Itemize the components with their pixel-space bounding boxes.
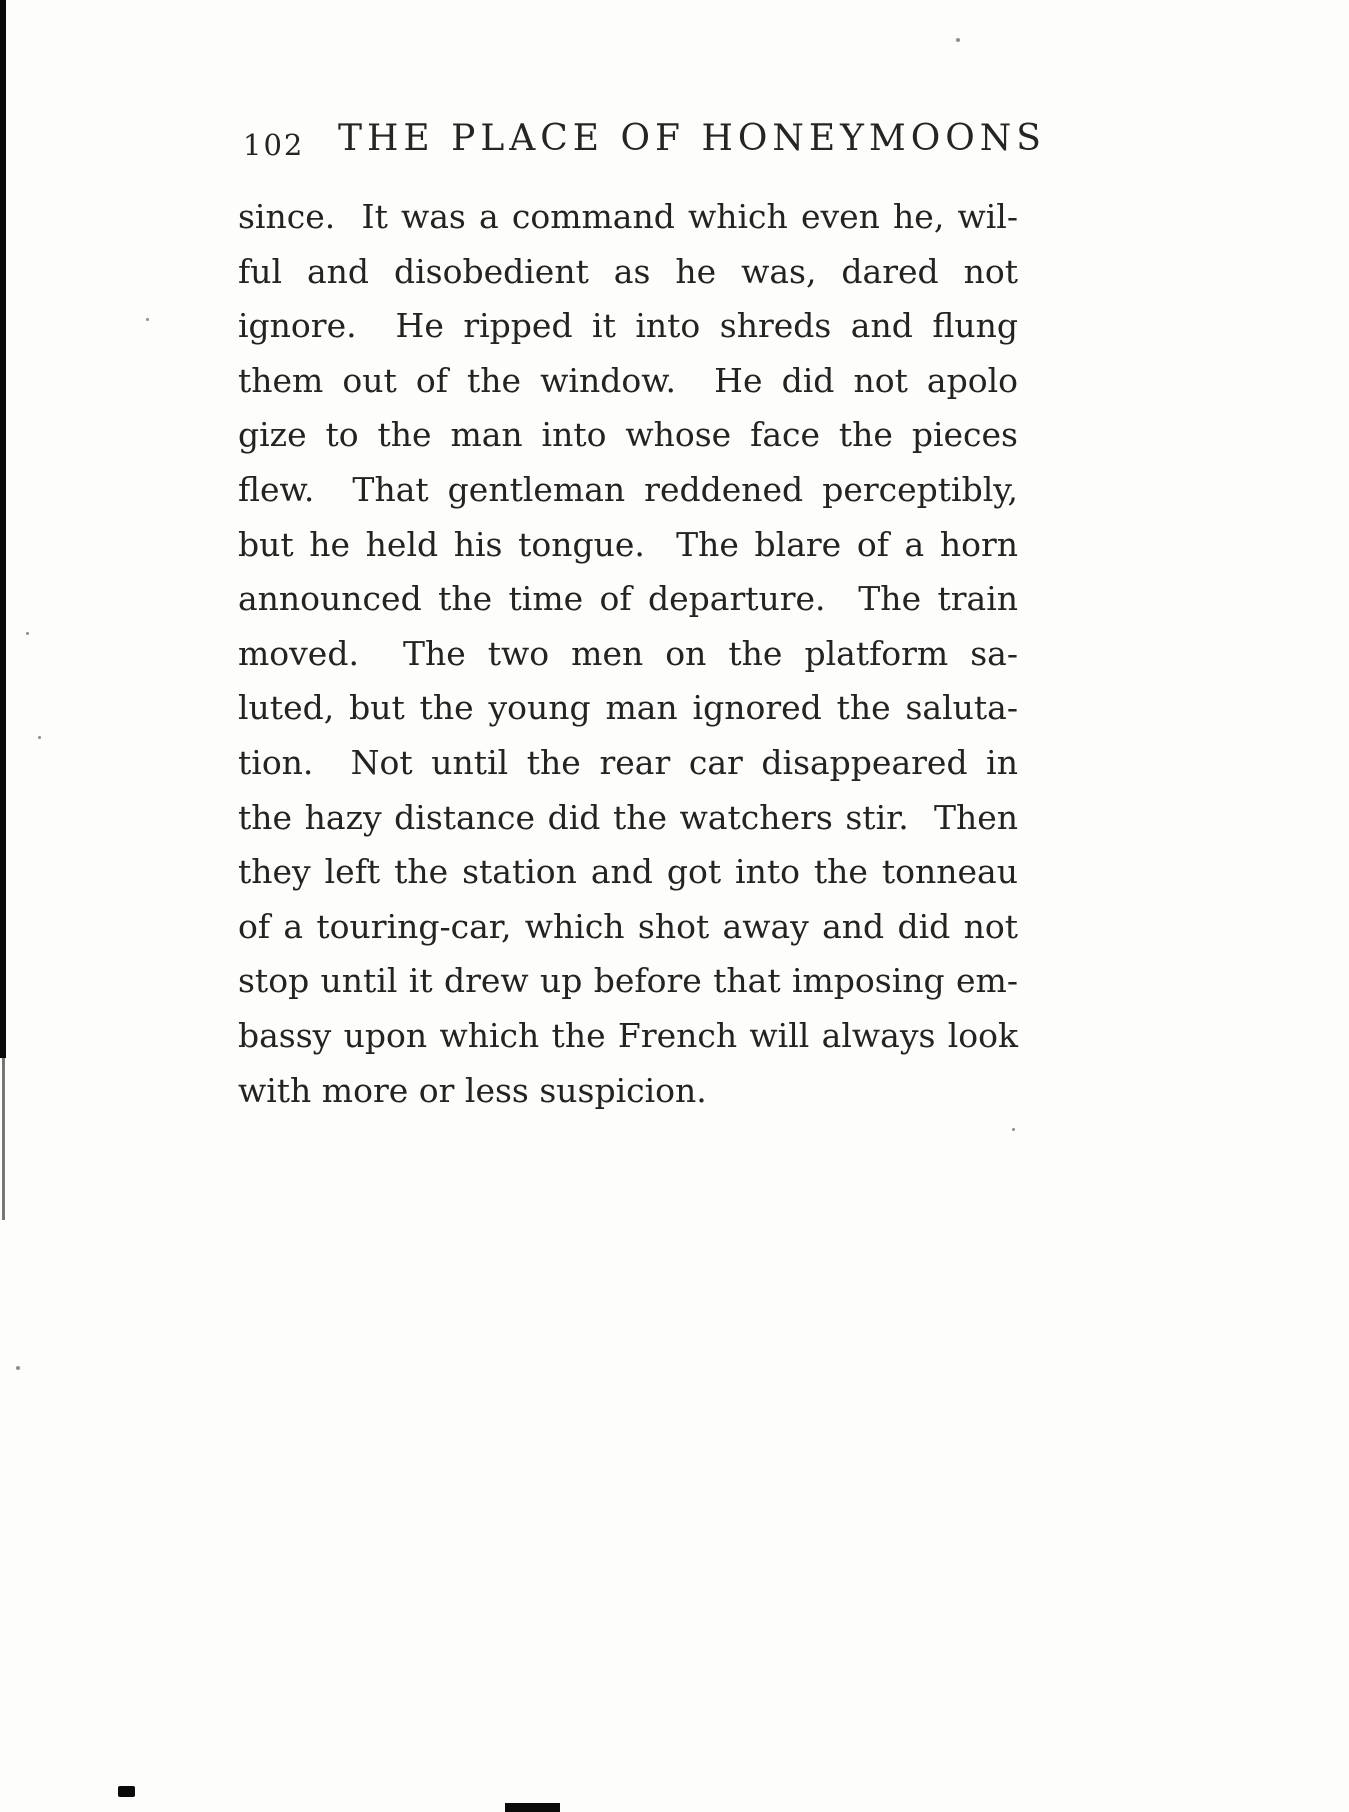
text-line: but he held his tongue. The blare of a horn	[238, 524, 1018, 564]
running-title: THE PLACE OF HONEYMOONS	[338, 118, 1046, 159]
text-line: luted, but the young man ignored the saluta-	[238, 688, 1018, 728]
text-line: ful and disobedient as he was, dared not	[238, 251, 1018, 291]
text-line: they left the station and got into the tonneau	[238, 852, 1018, 892]
body-text	[238, 190, 1018, 1118]
text-line: the hazy distance did the watchers stir. Then	[238, 797, 1018, 837]
text-line: bassy upon which the French will always look	[238, 1015, 1018, 1055]
running-head	[0, 118, 1349, 168]
scan-speck	[1012, 1128, 1015, 1131]
text-line: with more or less suspicion.	[238, 1070, 707, 1110]
scan-speck	[38, 736, 41, 739]
scan-edge-artifact	[2, 1040, 5, 1220]
scan-mark-artifact	[118, 1786, 135, 1797]
scan-speck	[146, 318, 149, 321]
text-line: moved. The two men on the platform sa-	[238, 633, 1018, 673]
scan-mark-artifact	[505, 1803, 560, 1812]
text-line: of a touring-car, which shot away and did not	[238, 906, 1018, 946]
text-line: since. It was a command which even he, wil-	[238, 197, 1018, 236]
text-line: announced the time of departure. The train	[238, 579, 1018, 619]
scan-speck	[16, 1366, 20, 1370]
text-line: them out of the window. He did not apolo	[238, 360, 1018, 400]
scan-speck	[956, 38, 960, 42]
text-line: ignore. He ripped it into shreds and flung	[238, 306, 1018, 346]
text-line: stop until it drew up before that imposing em-	[238, 961, 1018, 1001]
scan-speck	[26, 632, 29, 635]
text-line: gize to the man into whose face the pieces	[238, 415, 1018, 455]
page-number: 102	[243, 128, 305, 162]
text-line: flew. That gentleman reddened perceptibly,	[238, 469, 1018, 509]
text-line: tion. Not until the rear car disappeared in	[238, 742, 1018, 782]
